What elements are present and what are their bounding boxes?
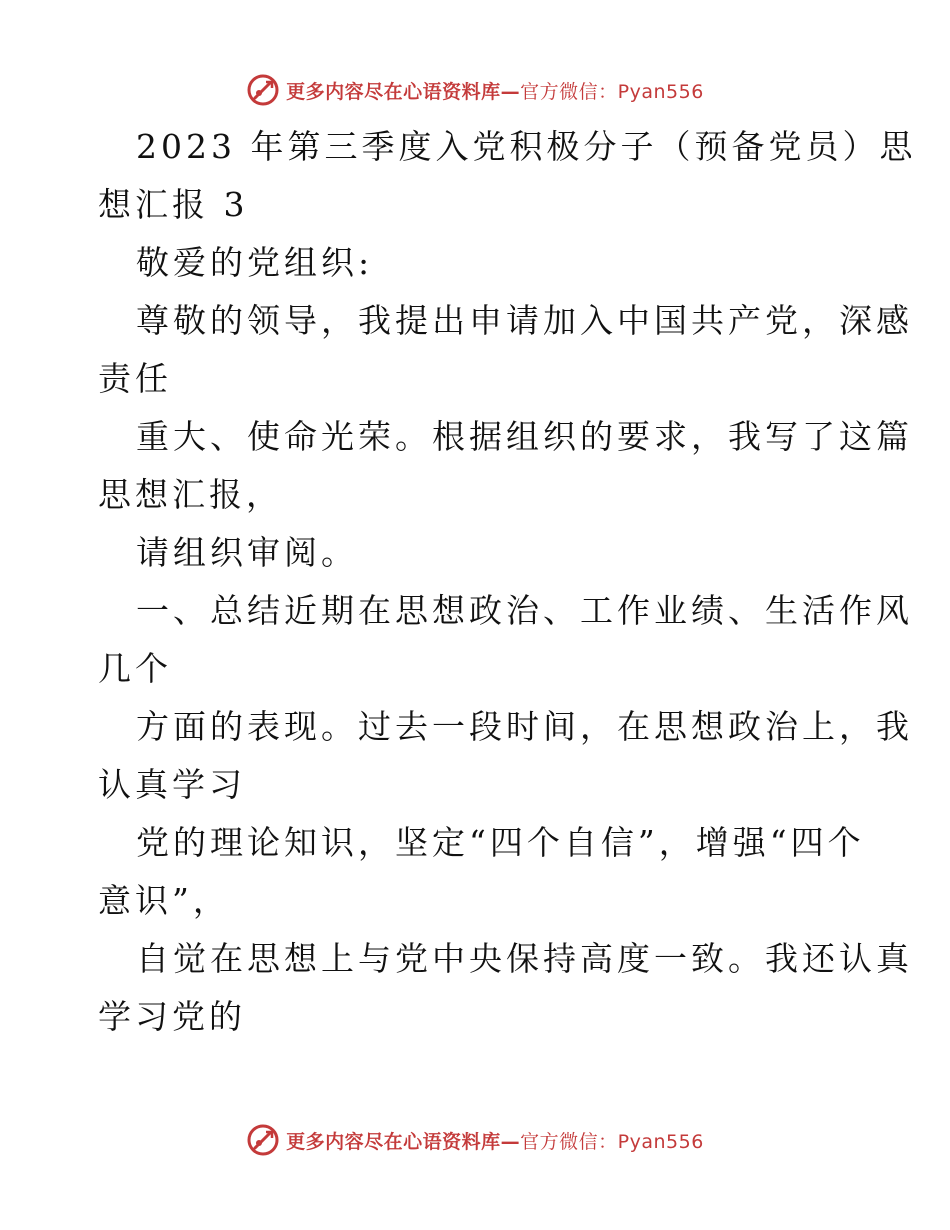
title-line-2: 想汇报 3 [98, 185, 249, 224]
body-line: 认真学习 [98, 765, 246, 804]
watermark-text [286, 1127, 704, 1154]
body-line: 自觉在思想上与党中央保持高度一致。我还认真 [136, 939, 913, 978]
body-line: 方面的表现。过去一段时间，在思想政治上，我 [136, 707, 913, 746]
body-line: 思想汇报， [98, 475, 283, 514]
body-line: 尊敬的领导，我提出申请加入中国共产党，深感 [136, 301, 913, 340]
body-line: 学习党的 [98, 997, 246, 1036]
watermark-wechat: 官方微信：Pyan556 [520, 1130, 704, 1153]
body-line: 意识”， [98, 881, 230, 920]
body-line: 几个 [98, 649, 172, 688]
logo-icon [246, 73, 280, 107]
watermark-wechat: 官方微信：Pyan556 [520, 80, 704, 103]
footer-watermark [0, 1120, 950, 1160]
body-line: 请组织审阅。 [136, 533, 358, 572]
body-line: 党的理论知识，坚定“四个自信”，增强“四个 [136, 823, 865, 862]
watermark-site: 更多内容尽在心语资料库— [286, 80, 521, 103]
salutation: 敬爱的党组织: [136, 243, 374, 282]
title-line-1: 2023 年第三季度入党积极分子（预备党员）思 [136, 127, 917, 166]
section-heading-line: 一、总结近期在思想政治、工作业绩、生活作风 [136, 591, 913, 630]
watermark-text [286, 77, 704, 104]
body-line: 责任 [98, 359, 172, 398]
logo-icon [246, 1123, 280, 1157]
watermark-site: 更多内容尽在心语资料库— [286, 1130, 521, 1153]
body-line: 重大、使命光荣。根据组织的要求，我写了这篇 [136, 417, 913, 456]
document-body [98, 118, 917, 1046]
header-watermark [0, 70, 950, 110]
